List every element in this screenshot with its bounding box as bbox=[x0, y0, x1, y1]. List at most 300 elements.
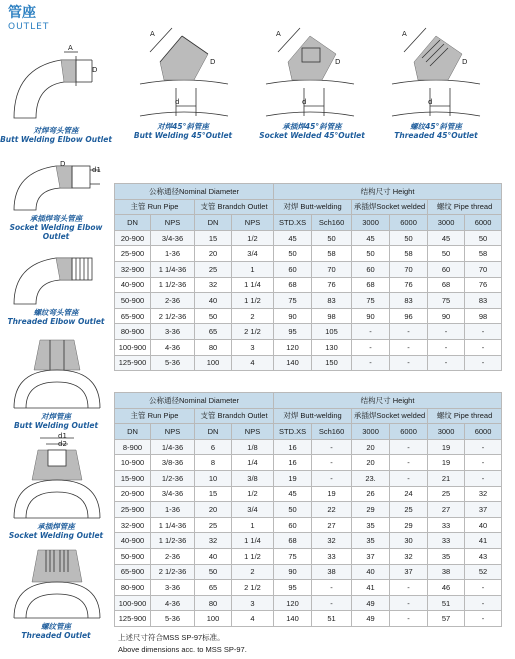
structure-header: 结构尺寸 Height bbox=[274, 184, 502, 200]
table-cell: 20 bbox=[352, 439, 390, 455]
table-row bbox=[115, 611, 502, 627]
table-cell: 1/2-36 bbox=[151, 470, 195, 486]
table-cell: 41 bbox=[465, 533, 502, 549]
table-cell: 25-900 bbox=[115, 502, 151, 518]
header-row-1 bbox=[115, 393, 502, 409]
table-cell: 20 bbox=[352, 455, 390, 471]
butt-welding-header: 对焊 Butt-welding bbox=[274, 408, 352, 424]
table-cell: - bbox=[390, 611, 428, 627]
table-cell: - bbox=[428, 339, 465, 355]
table-cell: 58 bbox=[465, 246, 502, 262]
table-row bbox=[115, 502, 502, 518]
table-cell: 3 bbox=[232, 339, 274, 355]
table-row bbox=[115, 439, 502, 455]
note-cn: 上述尺寸符合MSS SP-97标准。 bbox=[118, 633, 225, 642]
table-cell: 60 bbox=[274, 261, 312, 277]
table-cell: 24 bbox=[390, 486, 428, 502]
table-cell: - bbox=[312, 439, 352, 455]
table-cell: 33 bbox=[428, 517, 465, 533]
table-row bbox=[115, 548, 502, 564]
table-cell: 3 bbox=[232, 595, 274, 611]
table-cell: 29 bbox=[390, 517, 428, 533]
table-cell: 20 bbox=[195, 246, 232, 262]
table-cell: - bbox=[312, 455, 352, 471]
col-header: DN bbox=[115, 215, 151, 231]
table-cell: 35 bbox=[428, 548, 465, 564]
butt-elbow-outlet-drawing bbox=[6, 38, 110, 126]
butt-welding-outlet-drawing bbox=[10, 330, 104, 410]
dim-d-label: D bbox=[92, 66, 98, 74]
caption-butt-welding: 对焊管座 Butt Welding Outlet bbox=[13, 412, 99, 430]
table-cell: - bbox=[428, 324, 465, 340]
table-cell: 2 1/2 bbox=[232, 580, 274, 596]
table-cell: 70 bbox=[465, 261, 502, 277]
table-cell: 1 1/4 bbox=[232, 277, 274, 293]
page-title: 管座 bbox=[8, 5, 36, 21]
table-cell: 40-900 bbox=[115, 533, 151, 549]
table-cell: - bbox=[352, 324, 390, 340]
table-cell: - bbox=[352, 355, 390, 371]
table-cell: 52 bbox=[465, 564, 502, 580]
caption-threaded-45: 螺纹45°斜管座 Threaded 45°Outlet bbox=[394, 122, 478, 140]
table-cell: 50 bbox=[274, 246, 312, 262]
table-cell: 50 bbox=[312, 230, 352, 246]
table-row bbox=[115, 246, 502, 262]
table-cell: 1 1/4 bbox=[232, 533, 274, 549]
dim-d-small-label: d bbox=[302, 98, 307, 106]
page-subtitle: OUTLET bbox=[8, 22, 50, 32]
table-row bbox=[115, 293, 502, 309]
table-cell: 50 bbox=[195, 308, 232, 324]
table-cell: - bbox=[312, 580, 352, 596]
table-row bbox=[115, 355, 502, 371]
table-cell: 95 bbox=[274, 580, 312, 596]
col-header: 6000 bbox=[390, 424, 428, 440]
table-cell: 2 1/2 bbox=[232, 324, 274, 340]
table-cell: 75 bbox=[428, 293, 465, 309]
nominal-diameter-header: 公称通径Nominal Diameter bbox=[115, 184, 274, 200]
table-cell: 19 bbox=[274, 470, 312, 486]
table-cell: 140 bbox=[274, 355, 312, 371]
table-cell: 2 bbox=[232, 308, 274, 324]
col-header: 3000 bbox=[428, 424, 465, 440]
table-cell: 3/4-36 bbox=[151, 230, 195, 246]
table-cell: 2 bbox=[232, 564, 274, 580]
table-cell: 25 bbox=[390, 502, 428, 518]
butt-welding-header: 对焊 Butt-welding bbox=[274, 199, 352, 215]
col-header: 6000 bbox=[465, 424, 502, 440]
table-cell: 120 bbox=[274, 595, 312, 611]
table-cell: 19 bbox=[428, 455, 465, 471]
col-header: Sch160 bbox=[312, 215, 352, 231]
table-cell: 57 bbox=[428, 611, 465, 627]
table-cell: 32 bbox=[390, 548, 428, 564]
threaded-elbow-outlet-drawing bbox=[8, 238, 108, 308]
table-cell: - bbox=[390, 595, 428, 611]
caption-butt-45: 对焊45°斜管座 Butt Welding 45°Outlet bbox=[133, 122, 233, 140]
table-cell: - bbox=[465, 455, 502, 471]
table-cell: 100 bbox=[195, 611, 232, 627]
table-cell: 1 1/2-36 bbox=[151, 277, 195, 293]
socket-welding-outlet-drawing bbox=[10, 432, 104, 520]
table-cell: - bbox=[390, 439, 428, 455]
table-cell: 21 bbox=[428, 470, 465, 486]
table-cell: 50-900 bbox=[115, 293, 151, 309]
table-row bbox=[115, 339, 502, 355]
table-cell: 90 bbox=[274, 564, 312, 580]
table-cell: 37 bbox=[390, 564, 428, 580]
table-cell: 50 bbox=[352, 246, 390, 262]
table-cell: 32 bbox=[195, 533, 232, 549]
table-cell: 10-900 bbox=[115, 455, 151, 471]
dim-a-label: A bbox=[276, 30, 281, 38]
table-row bbox=[115, 564, 502, 580]
dim-d-label: D bbox=[60, 160, 66, 168]
table-cell: 51 bbox=[312, 611, 352, 627]
table-cell: 100-900 bbox=[115, 595, 151, 611]
col-header: STD.XS bbox=[274, 424, 312, 440]
table-cell: - bbox=[390, 580, 428, 596]
table-cell: 1/2 bbox=[232, 230, 274, 246]
table-cell: 60 bbox=[352, 261, 390, 277]
table-cell: 100-900 bbox=[115, 339, 151, 355]
table-cell: 105 bbox=[312, 324, 352, 340]
table-cell: 68 bbox=[274, 533, 312, 549]
table-cell: 15 bbox=[195, 230, 232, 246]
table-cell: 70 bbox=[390, 261, 428, 277]
table-cell: 125-900 bbox=[115, 355, 151, 371]
table-cell: 83 bbox=[465, 293, 502, 309]
caption-socket-welding: 承插焊管座 Socket Welding Outlet bbox=[8, 522, 104, 540]
caption-butt-elbow: 对焊弯头管座 Butt Welding Elbow Outlet bbox=[0, 126, 112, 144]
table-cell: 75 bbox=[274, 293, 312, 309]
table-cell: - bbox=[390, 455, 428, 471]
table-cell: 25 bbox=[195, 517, 232, 533]
dim-d1-label: d1 bbox=[92, 166, 101, 174]
table-cell: 32 bbox=[465, 486, 502, 502]
dim-a-label: A bbox=[68, 44, 73, 52]
table-cell: - bbox=[465, 355, 502, 371]
dim-a-label: A bbox=[402, 30, 407, 38]
table-cell: 46 bbox=[428, 580, 465, 596]
table-cell: 80 bbox=[195, 595, 232, 611]
table-cell: 150 bbox=[312, 355, 352, 371]
table-cell: 26 bbox=[352, 486, 390, 502]
table-cell: 1/2 bbox=[232, 486, 274, 502]
dim-d2-label: d2 bbox=[58, 440, 67, 448]
table-cell: 3/4-36 bbox=[151, 486, 195, 502]
table-cell: 30 bbox=[390, 533, 428, 549]
table-cell: 33 bbox=[312, 548, 352, 564]
table-cell: 23. bbox=[352, 470, 390, 486]
table-cell: 1-36 bbox=[151, 246, 195, 262]
table-cell: 65-900 bbox=[115, 564, 151, 580]
table-cell: 16 bbox=[274, 439, 312, 455]
table-cell: 3-36 bbox=[151, 324, 195, 340]
socket-elbow-outlet-drawing bbox=[8, 148, 108, 214]
col-header: 6000 bbox=[465, 215, 502, 231]
run-pipe-header: 主管 Run Pipe bbox=[115, 199, 195, 215]
table-cell: 32-900 bbox=[115, 261, 151, 277]
table-cell: 35 bbox=[352, 517, 390, 533]
table-row bbox=[115, 470, 502, 486]
table-cell: 37 bbox=[352, 548, 390, 564]
table-cell: 90 bbox=[274, 308, 312, 324]
header-row-1 bbox=[115, 184, 502, 200]
table-cell: 4 bbox=[232, 355, 274, 371]
table-cell: - bbox=[390, 355, 428, 371]
table-cell: 45 bbox=[274, 230, 312, 246]
table-cell: 1 1/2-36 bbox=[151, 533, 195, 549]
table-cell: 75 bbox=[274, 548, 312, 564]
table-cell: - bbox=[428, 355, 465, 371]
table-cell: - bbox=[390, 324, 428, 340]
table-cell: 70 bbox=[312, 261, 352, 277]
table-cell: 50-900 bbox=[115, 548, 151, 564]
header-row-2 bbox=[115, 199, 502, 215]
table-cell: 65-900 bbox=[115, 308, 151, 324]
table-cell: 80 bbox=[195, 339, 232, 355]
dim-d-label: D bbox=[210, 58, 216, 66]
table-cell: 32-900 bbox=[115, 517, 151, 533]
table-cell: 20 bbox=[195, 502, 232, 518]
table-row bbox=[115, 324, 502, 340]
table-cell: 27 bbox=[428, 502, 465, 518]
caption-threaded-elbow: 螺纹弯头管座 Threaded Elbow Outlet bbox=[7, 308, 105, 326]
table-cell: 65 bbox=[195, 580, 232, 596]
table-cell: 75 bbox=[352, 293, 390, 309]
branch-outlet-header: 支管 Brandch Outlet bbox=[195, 199, 274, 215]
table-cell: 68 bbox=[274, 277, 312, 293]
table-cell: 95 bbox=[274, 324, 312, 340]
dim-d-small-label: d bbox=[428, 98, 433, 106]
table-cell: 125-900 bbox=[115, 611, 151, 627]
table-cell: 68 bbox=[428, 277, 465, 293]
table-cell: 65 bbox=[195, 324, 232, 340]
col-header: DN bbox=[115, 424, 151, 440]
table-cell: 1/4 bbox=[232, 455, 274, 471]
table-cell: 19 bbox=[428, 439, 465, 455]
table-cell: 60 bbox=[274, 517, 312, 533]
table-cell: 58 bbox=[312, 246, 352, 262]
table-cell: 29 bbox=[352, 502, 390, 518]
col-header: Sch160 bbox=[312, 424, 352, 440]
threaded-outlet-drawing bbox=[10, 544, 104, 620]
table-cell: 38 bbox=[312, 564, 352, 580]
table-cell: 32 bbox=[312, 533, 352, 549]
table-cell: 4-36 bbox=[151, 339, 195, 355]
caption-socket-45: 承插焊45°斜管座 Socket Welded 45°Outlet bbox=[259, 122, 365, 140]
socket-welded-header: 承插焊Socket welded bbox=[352, 408, 428, 424]
header-row-3 bbox=[115, 215, 502, 231]
col-header: 3000 bbox=[428, 215, 465, 231]
table-cell: 1 bbox=[232, 517, 274, 533]
table-cell: 1/4-36 bbox=[151, 439, 195, 455]
col-header: 3000 bbox=[352, 215, 390, 231]
table-cell: 83 bbox=[312, 293, 352, 309]
run-pipe-header: 主管 Run Pipe bbox=[115, 408, 195, 424]
table-cell: - bbox=[390, 470, 428, 486]
col-header: DN bbox=[195, 215, 232, 231]
table-cell: 1 bbox=[232, 261, 274, 277]
table-cell: 51 bbox=[428, 595, 465, 611]
table-cell: 35 bbox=[352, 533, 390, 549]
header-row-3 bbox=[115, 424, 502, 440]
col-header: NPS bbox=[151, 215, 195, 231]
table-cell: 1/8 bbox=[232, 439, 274, 455]
table-cell: 80-900 bbox=[115, 324, 151, 340]
table-row bbox=[115, 277, 502, 293]
table-cell: 83 bbox=[390, 293, 428, 309]
table-cell: 37 bbox=[465, 502, 502, 518]
branch-outlet-header: 支管 Brandch Outlet bbox=[195, 408, 274, 424]
structure-header: 结构尺寸 Height bbox=[274, 393, 502, 409]
table-cell: 10 bbox=[195, 470, 232, 486]
table-cell: 8 bbox=[195, 455, 232, 471]
table-cell: 1 1/2 bbox=[232, 548, 274, 564]
col-header: 6000 bbox=[390, 215, 428, 231]
table-cell: 2-36 bbox=[151, 548, 195, 564]
table-row bbox=[115, 580, 502, 596]
table-cell: 20-900 bbox=[115, 230, 151, 246]
table-row bbox=[115, 517, 502, 533]
table-cell: 16 bbox=[274, 455, 312, 471]
table-cell: 2 1/2-36 bbox=[151, 308, 195, 324]
table-cell: 3/8 bbox=[232, 470, 274, 486]
col-header: NPS bbox=[232, 215, 274, 231]
table-cell: 25 bbox=[428, 486, 465, 502]
table-cell: 2 1/2-36 bbox=[151, 564, 195, 580]
table-cell: 4-36 bbox=[151, 595, 195, 611]
table-cell: 20-900 bbox=[115, 486, 151, 502]
table-cell: 3-36 bbox=[151, 580, 195, 596]
socket-welded-header: 承插焊Socket welded bbox=[352, 199, 428, 215]
table-cell: 40 bbox=[195, 293, 232, 309]
col-header: NPS bbox=[232, 424, 274, 440]
table-cell: 90 bbox=[428, 308, 465, 324]
table-cell: 120 bbox=[274, 339, 312, 355]
table-cell: 98 bbox=[465, 308, 502, 324]
dim-d-label: D bbox=[335, 58, 341, 66]
col-header: 3000 bbox=[352, 424, 390, 440]
table-cell: 40 bbox=[352, 564, 390, 580]
table-cell: 100 bbox=[195, 355, 232, 371]
table-cell: 58 bbox=[390, 246, 428, 262]
dim-d1-label: d1 bbox=[58, 432, 67, 440]
table-cell: - bbox=[465, 324, 502, 340]
table-cell: 45 bbox=[274, 486, 312, 502]
table-cell: 1-36 bbox=[151, 502, 195, 518]
table-cell: 50 bbox=[390, 230, 428, 246]
table-cell: 15 bbox=[195, 486, 232, 502]
table-cell: 5-36 bbox=[151, 355, 195, 371]
table-cell: 38 bbox=[428, 564, 465, 580]
table-cell: - bbox=[465, 580, 502, 596]
nominal-diameter-header: 公称通径Nominal Diameter bbox=[115, 393, 274, 409]
table-cell: 25-900 bbox=[115, 246, 151, 262]
table-cell: 33 bbox=[428, 533, 465, 549]
spec-table-2 bbox=[114, 392, 502, 627]
header-row-2 bbox=[115, 408, 502, 424]
table-cell: 3/8-36 bbox=[151, 455, 195, 471]
table-cell: - bbox=[465, 470, 502, 486]
table-cell: 40 bbox=[195, 548, 232, 564]
table-cell: 76 bbox=[390, 277, 428, 293]
dim-d-label: D bbox=[462, 58, 468, 66]
col-header: STD.XS bbox=[274, 215, 312, 231]
table-cell: 43 bbox=[465, 548, 502, 564]
table-cell: 90 bbox=[352, 308, 390, 324]
table-cell: 50 bbox=[465, 230, 502, 246]
table-cell: 60 bbox=[428, 261, 465, 277]
table-cell: 49 bbox=[352, 611, 390, 627]
pipe-thread-header: 螺纹 Pipe thread bbox=[428, 408, 502, 424]
table-cell: 41 bbox=[352, 580, 390, 596]
table-cell: - bbox=[465, 339, 502, 355]
table-cell: 130 bbox=[312, 339, 352, 355]
col-header: NPS bbox=[151, 424, 195, 440]
table-cell: 140 bbox=[274, 611, 312, 627]
table-row bbox=[115, 308, 502, 324]
table-cell: 32 bbox=[195, 277, 232, 293]
table-cell: 96 bbox=[390, 308, 428, 324]
table-cell: 5-36 bbox=[151, 611, 195, 627]
table-cell: 27 bbox=[312, 517, 352, 533]
table-cell: - bbox=[352, 339, 390, 355]
table-cell: 15-900 bbox=[115, 470, 151, 486]
table-row bbox=[115, 486, 502, 502]
table-cell: 8-900 bbox=[115, 439, 151, 455]
table-cell: 40 bbox=[465, 517, 502, 533]
table-cell: 3/4 bbox=[232, 246, 274, 262]
table-row bbox=[115, 261, 502, 277]
table-cell: - bbox=[312, 470, 352, 486]
table-cell: 1 1/2 bbox=[232, 293, 274, 309]
table-cell: 50 bbox=[274, 502, 312, 518]
table-cell: - bbox=[312, 595, 352, 611]
table-cell: 76 bbox=[312, 277, 352, 293]
table-cell: 45 bbox=[352, 230, 390, 246]
table-cell: 50 bbox=[428, 246, 465, 262]
table-cell: 3/4 bbox=[232, 502, 274, 518]
table-cell: 2-36 bbox=[151, 293, 195, 309]
table-cell: 50 bbox=[195, 564, 232, 580]
table-cell: - bbox=[465, 595, 502, 611]
table-row bbox=[115, 230, 502, 246]
table-cell: 4 bbox=[232, 611, 274, 627]
table-cell: 45 bbox=[428, 230, 465, 246]
table-cell: 6 bbox=[195, 439, 232, 455]
table-cell: - bbox=[465, 611, 502, 627]
table-cell: 80-900 bbox=[115, 580, 151, 596]
dim-a-label: A bbox=[150, 30, 155, 38]
col-header: DN bbox=[195, 424, 232, 440]
pipe-thread-header: 螺纹 Pipe thread bbox=[428, 199, 502, 215]
table-row bbox=[115, 595, 502, 611]
table-cell: 98 bbox=[312, 308, 352, 324]
table-cell: 19 bbox=[312, 486, 352, 502]
table-cell: 49 bbox=[352, 595, 390, 611]
dim-d-small-label: d bbox=[175, 98, 180, 106]
table-cell: 1 1/4-36 bbox=[151, 517, 195, 533]
table-cell: 40-900 bbox=[115, 277, 151, 293]
table-cell: 1 1/4-36 bbox=[151, 261, 195, 277]
table-cell: - bbox=[390, 339, 428, 355]
table-cell: 22 bbox=[312, 502, 352, 518]
caption-socket-elbow: 承插焊弯头管座 Socket Welding Elbow Outlet bbox=[9, 214, 103, 241]
table-row bbox=[115, 533, 502, 549]
table-row bbox=[115, 455, 502, 471]
